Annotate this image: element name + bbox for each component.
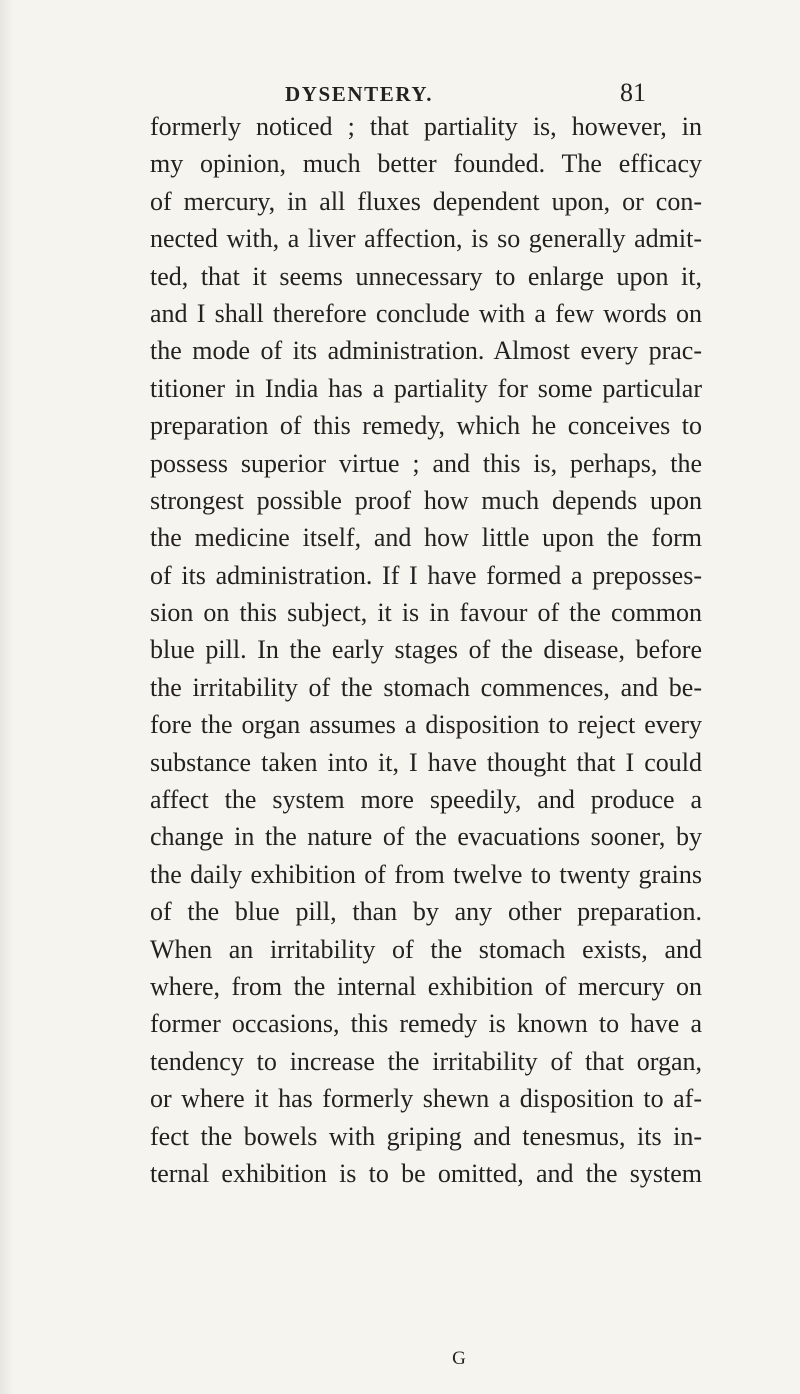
text-line: of the blue pill, than by any other preparation. bbox=[150, 897, 702, 927]
text-line: When an irritability of the stomach exists, and bbox=[150, 934, 702, 964]
text-line: fect the bowels with griping and tenesmus, its in- bbox=[150, 1121, 702, 1151]
text-line: titioner in India has a partiality for some particular bbox=[150, 373, 702, 403]
text-line: possess superior virtue ; and this is, perhaps, the bbox=[150, 448, 702, 478]
text-line: of mercury, in all fluxes dependent upon, or con- bbox=[150, 186, 702, 216]
text-line: strongest possible proof how much depends upon bbox=[150, 485, 702, 515]
text-line: former occasions, this remedy is known to have a bbox=[150, 1009, 702, 1039]
text-line: blue pill. In the early stages of the disease, before bbox=[150, 635, 702, 665]
text-line: ternal exhibition is to be omitted, and the system bbox=[150, 1158, 702, 1188]
page-edge-shadow bbox=[0, 0, 14, 1394]
running-head bbox=[0, 78, 800, 108]
text-line: the daily exhibition of from twelve to twenty grains bbox=[150, 859, 702, 889]
text-line: ted, that it seems unnecessary to enlarge upon it, bbox=[150, 261, 702, 291]
signature-mark: G bbox=[452, 1348, 466, 1369]
text-line: my opinion, much better founded. The efficacy bbox=[150, 149, 702, 179]
text-line: sion on this subject, it is in favour of the common bbox=[150, 598, 702, 628]
text-line: the irritability of the stomach commences, and be- bbox=[150, 672, 702, 702]
text-line: tendency to increase the irritability of that organ, bbox=[150, 1046, 702, 1076]
body-text bbox=[150, 108, 702, 1192]
text-line: substance taken into it, I have thought that I could bbox=[150, 747, 702, 777]
text-line: formerly noticed ; that partiality is, however, in bbox=[150, 112, 702, 141]
text-line: or where it has formerly shewn a disposition to af- bbox=[150, 1084, 702, 1114]
text-line: nected with, a liver affection, is so generally admit- bbox=[150, 224, 702, 254]
text-line: of its administration. If I have formed a preposses- bbox=[150, 560, 702, 590]
text-line: the mode of its administration. Almost every prac- bbox=[150, 336, 702, 366]
text-line: change in the nature of the evacuations sooner, by bbox=[150, 822, 702, 852]
text-line: the medicine itself, and how little upon the form bbox=[150, 523, 702, 553]
running-title: DYSENTERY. bbox=[284, 82, 434, 106]
text-line: preparation of this remedy, which he conceives to bbox=[150, 411, 702, 441]
text-line: fore the organ assumes a disposition to reject every bbox=[150, 710, 702, 740]
text-line: and I shall therefore conclude with a few words on bbox=[150, 298, 702, 328]
text-line: affect the system more speedily, and produce a bbox=[150, 785, 702, 815]
text-line: where, from the internal exhibition of mercury on bbox=[150, 971, 702, 1001]
page-number: 81 bbox=[620, 78, 646, 107]
